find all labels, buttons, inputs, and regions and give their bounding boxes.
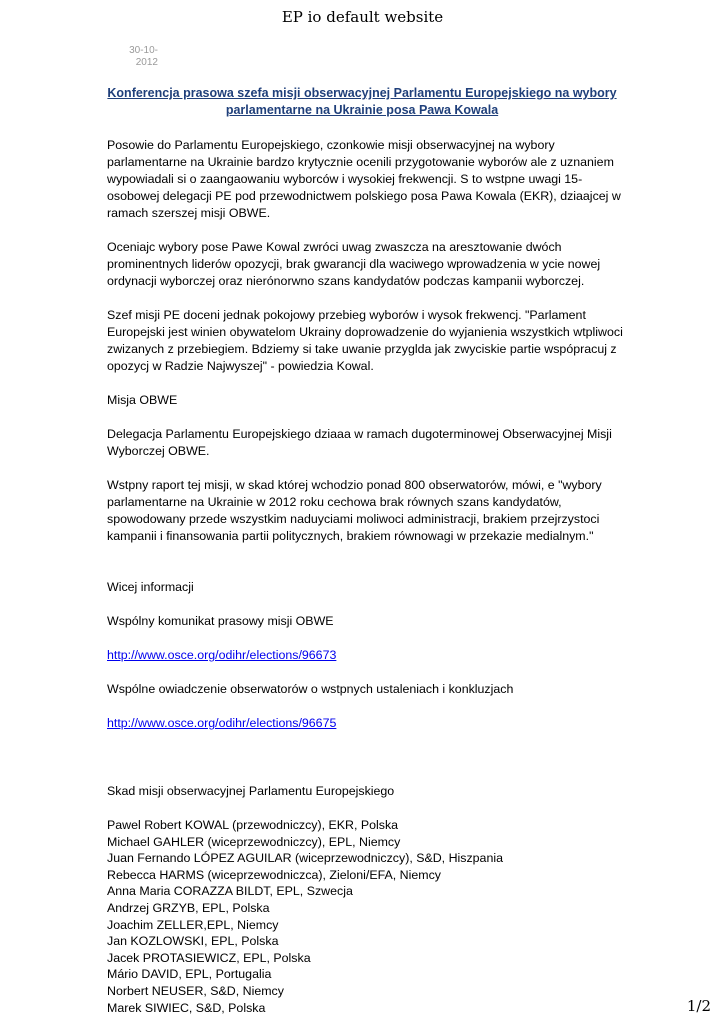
list-item: Juan Fernando LÓPEZ AGUILAR (wiceprzewodniczcy), S&D, Hiszpania <box>107 851 503 866</box>
list-item: Jacek PROTASIEWICZ, EPL, Polska <box>107 950 311 965</box>
article-body <box>107 137 632 1016</box>
link-line-2 <box>107 715 632 732</box>
osce-link-96675[interactable]: http://www.osce.org/odihr/elections/96675 <box>107 716 337 730</box>
list-item: Michael GAHLER (wiceprzewodniczcy), EPL, Niemcy <box>107 834 401 849</box>
list-item: Pawel Robert KOWAL (przewodniczcy), EKR, Polska <box>107 818 399 832</box>
list-item: Mário DAVID, EPL, Portugalia <box>107 967 272 982</box>
list-item: Andrzej GRZYB, EPL, Polska <box>107 900 270 915</box>
osce-link-96673[interactable]: http://www.osce.org/odihr/elections/96673 <box>107 648 337 662</box>
members-list <box>107 817 632 1016</box>
list-item: Marek SIWIEC, S&D, Polska <box>107 1000 266 1015</box>
date-line-1: 30-10- <box>129 45 158 56</box>
list-item: Anna Maria CORAZZA BILDT, EPL, Szwecja <box>107 884 353 899</box>
section-heading-osce: Misja OBWE <box>107 393 178 407</box>
more-info-heading: Wicej informacji <box>107 580 194 594</box>
members-heading: Skad misji obserwacyjnej Parlamentu Europejskiego <box>107 784 395 798</box>
list-item: Jan KOZLOWSKI, EPL, Polska <box>107 934 279 949</box>
observers-statement-label: Wspólne owiadczenie obserwatorów o wstpnych ustaleniach i konkluzjach <box>107 682 514 696</box>
page-number: 1/2 <box>686 997 711 1015</box>
article-title[interactable]: Konferencja prasowa szefa misji obserwacyjnej Parlamentu Europejskiego na wybory parlamentarne na Ukrainie posa Pawa Kowala <box>107 86 617 117</box>
paragraph-intro: Posowie do Parlamentu Europejskiego, czonkowie misji obserwacyjnej na wybory parlamentarne na Ukrainie bardzo krytycznie ocenili przygotowanie wyborów ale z uznaniem wypowiadali si o zaangaowaniu wyborców i wysokiej frekwencji. S to wstpne uwagi 15-osobowej delegacji PE pod przewodnictwem polskiego posa Pawa Kowala (EKR), dziaajcej w ramach szerszej misji OBWE. <box>107 138 621 220</box>
list-item: Norbert NEUSER, S&D, Niemcy <box>107 983 284 998</box>
paragraph-assessment: Oceniajc wybory pose Pawe Kowal zwróci uwag zwaszcza na aresztowanie dwóch prominentnych liderów opozycji, brak gwarancji dla waciwego wprowadzenia w ycie nowej ordynacji wyborczej oraz nierónorwno szans kandydatów podczas kampanii wyborczej. <box>107 240 601 288</box>
joint-statement-label: Wspólny komunikat prasowy misji OBWE <box>107 614 334 628</box>
paragraph-report: Wstpny raport tej misji, w skad której wchodzio ponad 800 obserwatorów, mówi, e "wybory parlamentarne na Ukrainie w 2012 roku cechowa brak równych szans kandydatów, spowodowany przede wszystkim naduyciami moliwoci administracji, brakiem przejrzystoci kampanii i finansowania partii politycznych, brakiem równowagi w przekazie medialnym." <box>107 478 602 543</box>
list-item: Rebecca HARMS (wiceprzewodniczca), Zieloni/EFA, Niemcy <box>107 867 441 882</box>
list-item: Joachim ZELLER,EPL, Niemcy <box>107 917 279 932</box>
paragraph-quote: Szef misji PE doceni jednak pokojowy przebieg wyborów i wysok frekwencj. "Parlament Europejski jest winien obywatelom Ukrainy doprowadzenie do wyjanienia wszystkich wtpliwoci zwizanych z przebiegiem. Bdziemy si take uwanie przyglda jak zwyciskie partie wspópracuj z opozycj w Radzie Najwyszej" - powiedzia Kowal. <box>107 308 623 373</box>
link-line-1 <box>107 647 632 664</box>
paragraph-delegation: Delegacja Parlamentu Europejskiego dziaaa w ramach dugoterminowej Obserwacyjnej Misji Wyborczej OBWE. <box>107 427 612 458</box>
site-title: EP io default website <box>281 8 444 26</box>
date-line-2: 2012 <box>135 57 158 68</box>
article-date <box>118 45 158 69</box>
